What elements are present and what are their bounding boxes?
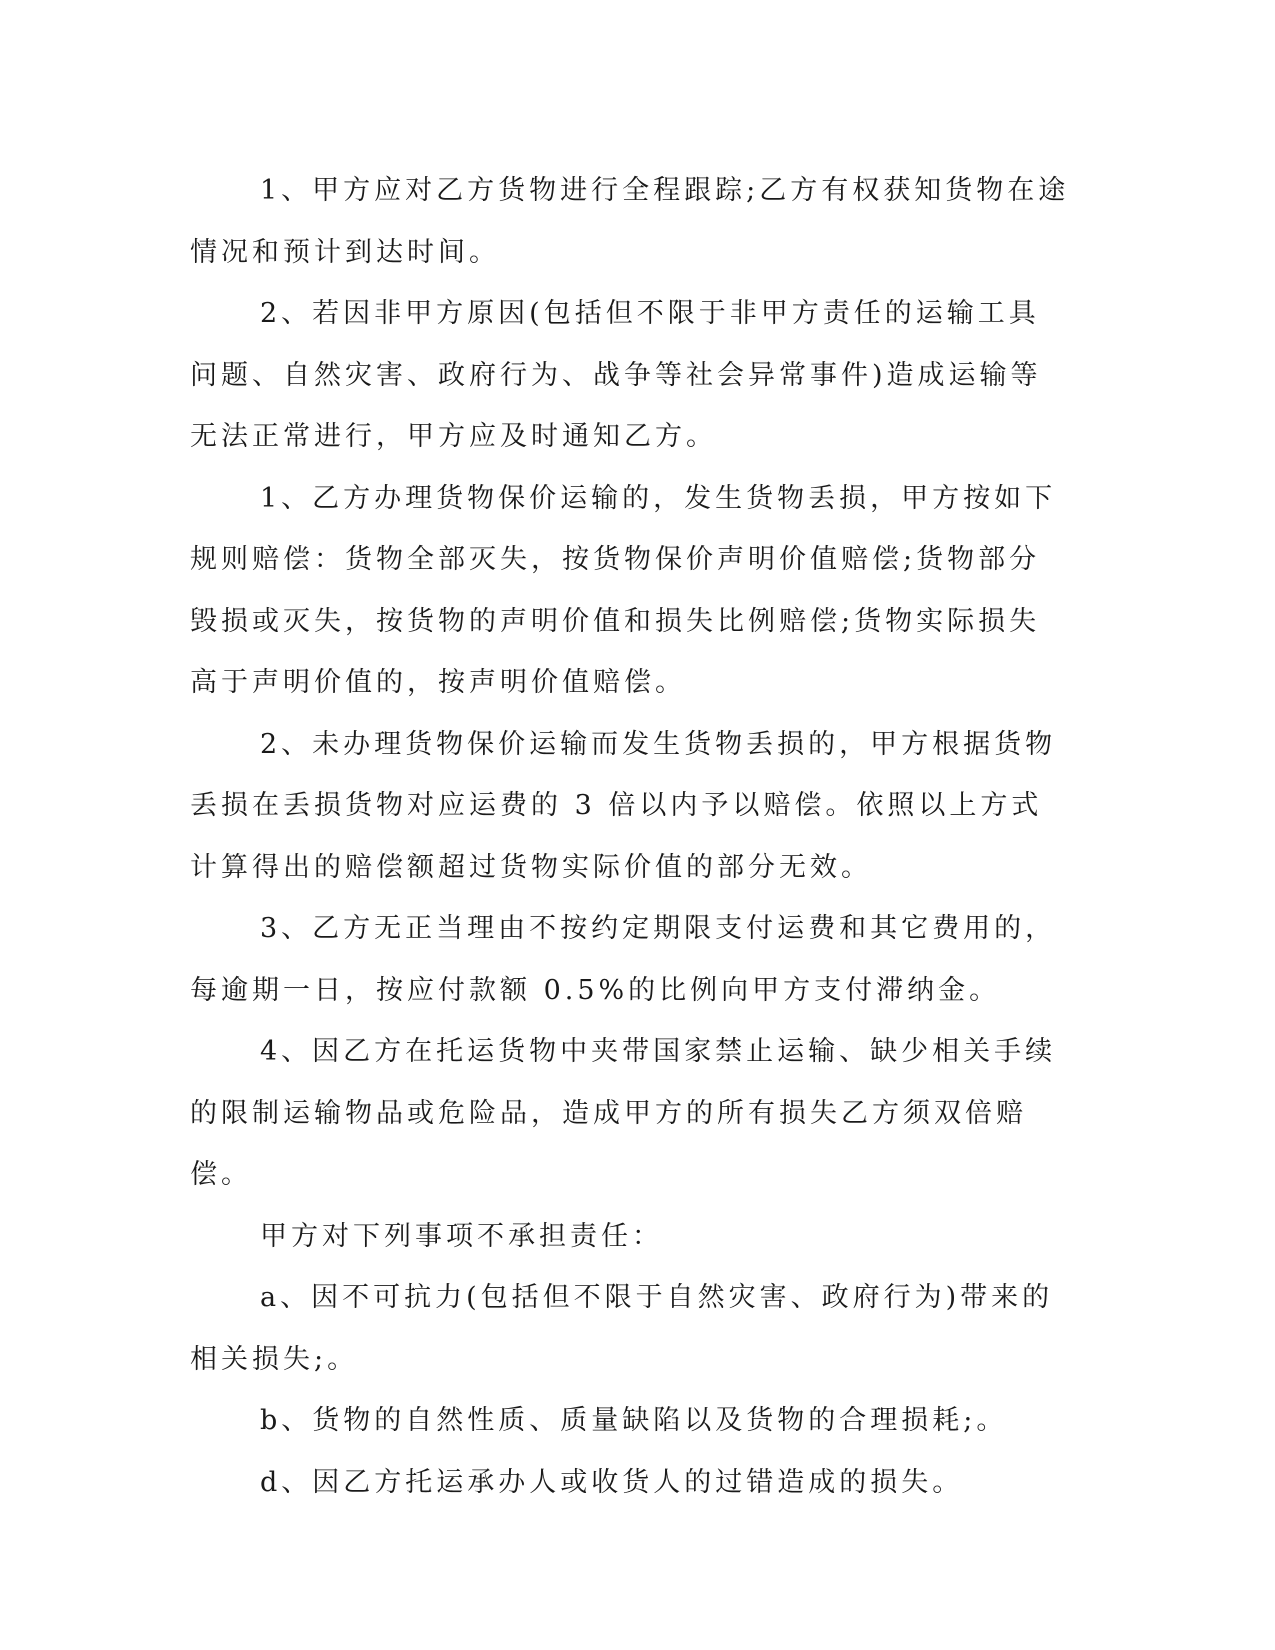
paragraph-force-majeure-notice: 2、若因非甲方原因(包括但不限于非甲方责任的运输工具问题、自然灾害、政府行为、战争等社会异常事件)造成运输等无法正常进行，甲方应及时通知乙方。 (190, 298, 1042, 452)
paragraph-exemptions-heading: 甲方对下列事项不承担责任： (260, 1220, 663, 1252)
paragraph-late-payment: 3、乙方无正当理由不按约定期限支付运费和其它费用的，每逾期一日，按应付款额 0.5%的比例向甲方支付滞纳金。 (190, 913, 1057, 1006)
paragraph-insured-compensation: 1、乙方办理货物保价运输的，发生货物丢损，甲方按如下规则赔偿：货物全部灭失，按货物保价声明价值赔偿;货物部分毁损或灭失，按货物的声明价值和损失比例赔偿;货物实际损失高于声明价值的，按声明价值赔偿。 (190, 482, 1057, 698)
document-body (190, 160, 1070, 1513)
paragraph-uninsured-compensation: 2、未办理货物保价运输而发生货物丢损的，甲方根据货物丢损在丢损货物对应运费的 3 倍以内予以赔偿。依照以上方式计算得出的赔偿额超过货物实际价值的部分无效。 (190, 728, 1057, 883)
paragraph-tracking: 1、甲方应对乙方货物进行全程跟踪;乙方有权获知货物在途情况和预计到达时间。 (190, 175, 1070, 268)
paragraph-exemption-d: d、因乙方托运承办人或收货人的过错造成的损失。 (260, 1466, 964, 1498)
paragraph-prohibited-goods: 4、因乙方在托运货物中夹带国家禁止运输、缺少相关手续的限制运输物品或危险品，造成甲方的所有损失乙方须双倍赔偿。 (190, 1036, 1057, 1190)
paragraph-exemption-a: a、因不可抗力(包括但不限于自然灾害、政府行为)带来的相关损失;。 (190, 1282, 1054, 1375)
paragraph-exemption-b: b、货物的自然性质、质量缺陷以及货物的合理损耗;。 (260, 1405, 1008, 1436)
